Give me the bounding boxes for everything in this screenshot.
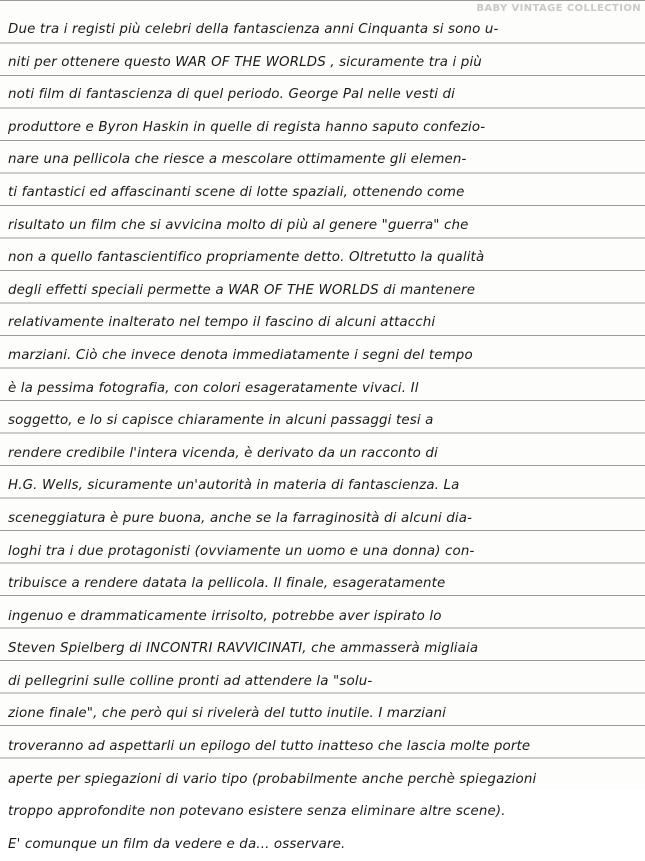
text-line: zione finale", che però qui si rivelerà del tutto inutile. I marziani [8, 706, 446, 722]
text-line: E' comunque un film da vedere e da... osservare. [8, 836, 346, 852]
text-line: ingenuo e drammaticamente irrisolto, potrebbe aver ispirato lo [8, 608, 442, 624]
text-line: noti film di fantascienza di quel periodo. George Pal nelle vesti di [8, 87, 456, 103]
text-line: di pellegrini sulle colline pronti ad attendere la "solu- [8, 673, 373, 689]
text-line: H.G. Wells, sicuramente un'autorità in materia di fantascienza. La [8, 478, 460, 494]
text-line: tribuisce a rendere datata la pellicola. Il finale, esageratamente [8, 576, 446, 592]
text-line: soggetto, e lo si capisce chiaramente in alcuni passaggi tesi a [8, 413, 434, 429]
text-line: risultato un film che si avvicina molto di più al genere "guerra" che [8, 217, 469, 233]
text-line: non a quello fantascientifico propriamente detto. Oltretutto la qualità [8, 250, 485, 266]
text-line: Steven Spielberg di INCONTRI RAVVICINATI, che ammasserà migliaia [8, 641, 479, 657]
text-line: produttore e Byron Haskin in quelle di regista hanno saputo confezio- [8, 119, 486, 135]
text-line: marziani. Ciò che invece denota immediatamente i segni del tempo [8, 347, 473, 363]
text-line: loghi tra i due protagonisti (ovviamente un uomo e una donna) con- [8, 543, 475, 559]
text-line: aperte per spiegazioni di vario tipo (probabilmente anche perchè spiegazioni [8, 771, 537, 787]
text-line: è la pessima fotografia, con colori esageratamente vivaci. Il [8, 380, 419, 396]
text-line: relativamente inalterato nel tempo il fascino di alcuni attacchi [8, 315, 436, 331]
text-line: ti fantastici ed affascinanti scene di lotte spaziali, ottenendo come [8, 184, 465, 200]
watermark: BABY VINTAGE COLLECTION [476, 3, 641, 14]
text-line: niti per ottenere questo WAR OF THE WORLDS , sicuramente tra i più [8, 54, 482, 70]
text-line: sceneggiatura è pure buona, anche se la farraginosità di alcuni dia- [8, 510, 473, 526]
text-line: troveranno ad aspettarli un epilogo del tutto inatteso che lascia molte porte [8, 739, 531, 755]
text-line: troppo approfondite non potevano esistere senza eliminare altre scene). [8, 804, 506, 820]
text-line: rendere credibile l'intera vicenda, è derivato da un racconto di [8, 445, 438, 461]
text-line: Due tra i registi più celebri della fantascienza anni Cinquanta si sono u- [8, 22, 499, 37]
text-line: nare una pellicola che riesce a mescolare ottimamente gli elemen- [8, 152, 467, 168]
text-line: degli effetti speciali permette a WAR OF THE WORLDS di mantenere [8, 282, 476, 298]
handwritten-text-body [8, 14, 638, 861]
